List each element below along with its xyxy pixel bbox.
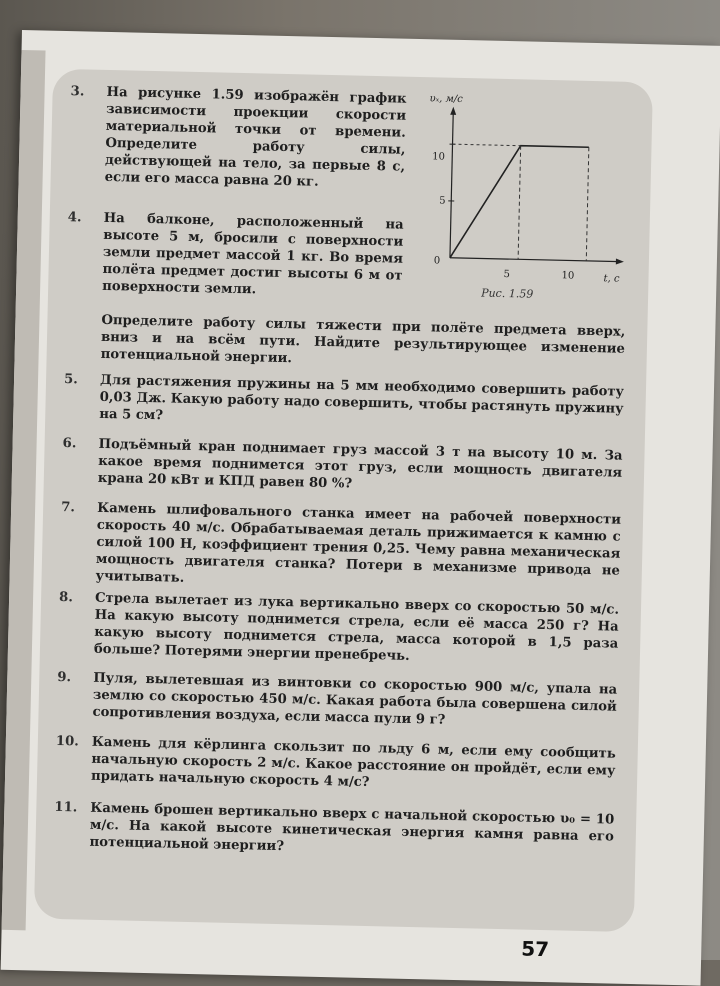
y-axis <box>450 111 453 258</box>
problem-text: Камень для кёрлинга скользит по льду 6 м, если ему сообщить начальную скорость 2 м/с. Какое расстояние он пройдёт, если ему придать начальную скорость 4 м/с? <box>91 734 616 797</box>
x-axis-label: t, с <box>603 273 620 284</box>
dashed-guide <box>453 144 521 146</box>
page-number: 57 <box>521 937 549 962</box>
dashed-guide <box>518 146 521 260</box>
problem-7 <box>59 499 621 597</box>
y-tick-label: 10 <box>432 151 445 162</box>
problem-number: 7. <box>61 499 89 517</box>
problem-number: 6. <box>62 435 90 453</box>
x-tick-label: 5 <box>503 269 510 280</box>
figure-caption: Рис. 1.59 <box>480 286 533 300</box>
y-axis-label: υₓ, м/с <box>429 93 463 105</box>
problem-text-part-a: На балконе, расположенный на высоте 5 м, бросили с поверхности земли предмет массой 1 кг. Во время полёта предмет достиг высоты 6 м от поверхности земли. <box>102 210 404 302</box>
x-axis <box>450 258 620 262</box>
velocity-time-graph <box>411 89 636 304</box>
origin-label: 0 <box>434 255 441 266</box>
problem-number: 11. <box>54 799 82 817</box>
problem-number: 4. <box>68 209 96 227</box>
problem-text: Пуля, вылетевшая из винтовки со скоростью 900 м/с, упала на землю со скоростью 450 м/с. Какая работа была совершена силой сопротивления воздуха, если масса пули 9 г? <box>92 670 617 733</box>
problem-number: 10. <box>56 733 84 751</box>
graph-axes <box>447 107 627 265</box>
y-axis-arrow <box>450 107 456 115</box>
problem-number: 8. <box>59 589 87 607</box>
problem-text: На рисунке 1.59 изображён график зависимости проекции скорости материальной точки от времени. Определите работу силы, действующей на тело, за первые 8 с, если его масса равна 20 кг. <box>104 84 406 193</box>
textbook-page <box>1 30 720 986</box>
problem-text-part-b: Определите работу силы тяжести при полёте предмета вверх, вниз и на всём пути. Найдите результирующее изменение потенциальной энергии. <box>100 312 625 375</box>
problem-number: 9. <box>57 669 85 687</box>
x-tick-label: 10 <box>561 270 574 281</box>
problem-text: Камень брошен вертикально вверх с начальной скоростью υ₀ = 10 м/с. На какой высоте кинетическая энергия камня равна его потенциальной энергии? <box>89 800 614 863</box>
graph-marks <box>447 144 589 261</box>
problem-text: Стрела вылетает из лука вертикально вверх со скоростью 50 м/с. На какую высоту поднимется стрела, если её масса 250 г? На какую высоту поднимется стрела, масса которой в 1,5 раза больше? Потерями энергии пренебречь. <box>94 590 619 670</box>
problem-text: Для растяжения пружины на 5 мм необходимо совершить работу 0,03 Дж. Какую работу надо совершить, чтобы растянуть пружину на 5 см? <box>99 372 624 435</box>
y-tick-label: 5 <box>439 196 446 207</box>
problem-text: Камень шлифовального станка имеет на рабочей поверхности скорость 40 м/с. Обрабатываемая деталь прижимается к камню с силой 100 Н, коэффициент трения 0,25. Чему равна механическая мощность двигателя станка? Потери в механизме привода не учитывать. <box>95 500 621 597</box>
problem-text: Подъёмный кран поднимает груз массой 3 т на высоту 10 м. За какое время поднимется этот груз, если мощность двигателя крана 20 кВт и КПД равен 80 %? <box>98 436 623 499</box>
problem-number: 5. <box>64 371 92 389</box>
problem-number: 3. <box>70 83 98 101</box>
x-axis-arrow <box>616 259 624 265</box>
dashed-guide <box>586 147 589 261</box>
problem-8 <box>58 589 619 670</box>
